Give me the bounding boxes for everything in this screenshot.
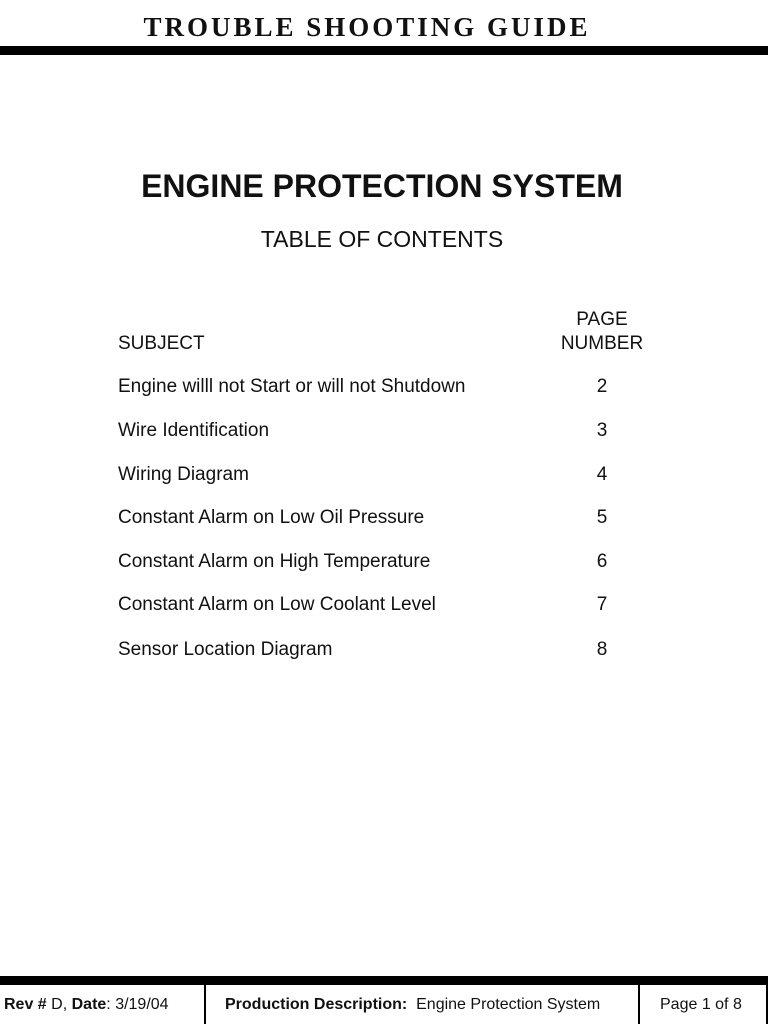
page-number-column-header: [556, 308, 648, 356]
footer-divider: [204, 985, 206, 1024]
header-rule: [0, 46, 768, 55]
toc-entry: [118, 550, 658, 574]
description-label: Production Description:: [225, 996, 408, 1013]
toc-entry-subject: Constant Alarm on High Temperature: [118, 551, 431, 572]
revision-info: [4, 985, 169, 1024]
page-indicator: Page 1 of 8: [660, 996, 742, 1013]
toc-entry-page: 2: [596, 376, 608, 397]
rev-value: D,: [51, 996, 68, 1013]
toc-entry-subject: Engine willl not Start or will not Shutdown: [118, 376, 466, 397]
document-title: ENGINE PROTECTION SYSTEM: [141, 168, 623, 204]
toc-entry: [118, 638, 658, 662]
production-description: [225, 985, 600, 1024]
guide-title: TROUBLE SHOOTING GUIDE: [143, 12, 591, 42]
toc-entry-subject: Wire Identification: [118, 420, 270, 441]
toc-entry: [118, 419, 658, 443]
toc-entry-page: 7: [596, 594, 608, 615]
toc-entry: [118, 593, 658, 617]
date-label: Date: [71, 996, 107, 1013]
footer: [0, 985, 768, 1024]
toc-entry-subject: Constant Alarm on Low Oil Pressure: [118, 507, 425, 528]
toc-entry-subject: Constant Alarm on Low Coolant Level: [118, 594, 436, 615]
toc-entry-page: 5: [596, 507, 608, 528]
toc-entry-subject: Sensor Location Diagram: [118, 639, 333, 660]
toc-entry: [118, 463, 658, 487]
toc-entry-subject: Wiring Diagram: [118, 464, 249, 485]
toc-entry: [118, 506, 658, 530]
page-header-line1: PAGE: [576, 309, 628, 330]
toc-entry-page: 3: [596, 420, 608, 441]
date-value: : 3/19/04: [106, 996, 169, 1013]
toc-entry-page: 4: [596, 464, 608, 485]
subject-column-header: SUBJECT: [118, 333, 205, 354]
toc-entry-page: 8: [596, 639, 608, 660]
toc-entry: [118, 375, 658, 399]
footer-rule: [0, 976, 768, 985]
footer-divider: [638, 985, 640, 1024]
description-value: Engine Protection System: [416, 996, 601, 1013]
document-subtitle: TABLE OF CONTENTS: [260, 226, 504, 252]
toc-entry-page: 6: [596, 551, 608, 572]
page-header-line2: NUMBER: [560, 333, 644, 354]
rev-label: Rev #: [4, 996, 47, 1013]
